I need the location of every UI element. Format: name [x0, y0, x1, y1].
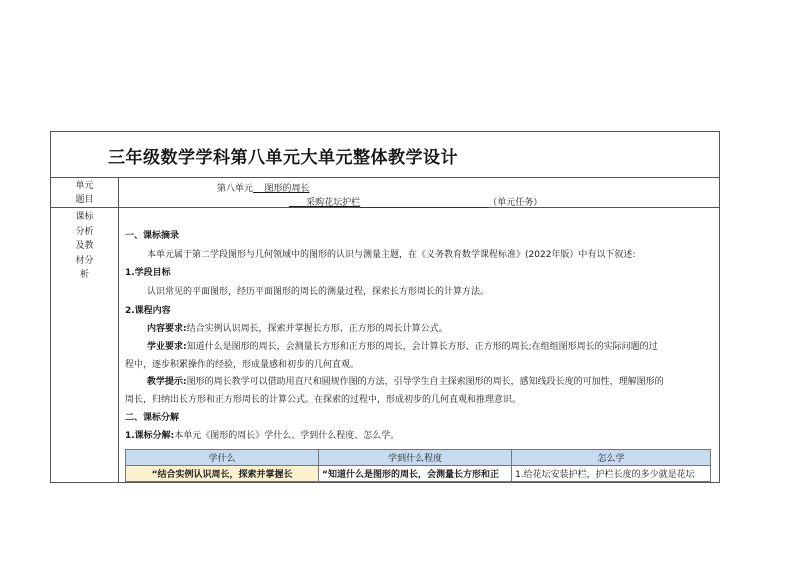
analysis-label-line: 分析 [75, 226, 94, 237]
section2-heading: 二、课标分解 [125, 413, 180, 423]
analysis-label-line: 材分 [75, 255, 94, 266]
breakdown-cell-what: “结合实例认识周长，探索并掌握长 [126, 466, 319, 482]
teaching-tip-text-2: 周长，归纳出长方形和正方形周长的计算公式。在探索的过程中，形成初步的几何直观和推理意识。 [125, 395, 522, 405]
page-title: 三年级数学学科第八单元大单元整体教学设计 [108, 148, 458, 168]
unit-name-text: 图形的周长 [264, 184, 310, 194]
unit-name [217, 181, 309, 194]
unit-task-underlined [289, 198, 360, 208]
unit-name-underlined [253, 184, 309, 194]
academic-req-label: 学业要求: [147, 342, 187, 352]
title-row [51, 132, 719, 178]
item2-heading: 2.课程内容 [125, 306, 171, 316]
unit-task [289, 195, 542, 208]
item3-text: 本单元《图形的周长》学什么、学到什么程度、怎么学。 [174, 431, 400, 441]
breakdown-table [125, 449, 711, 482]
unit-task-blank [360, 198, 488, 208]
breakdown-header-how: 怎么学 [512, 450, 711, 466]
content-req-text: 结合实例认识周长，探索并掌握长方形、正方形的周长计算公式。 [186, 324, 448, 334]
content-req-label: 内容要求: [147, 324, 187, 334]
item1-text: 认识常见的平面图形，经历平面图形的周长的测量过程，探索长方形周长的计算方法。 [147, 287, 490, 297]
unit-prefix: 第八单元 [217, 184, 254, 194]
breakdown-cell-level: “知道什么是图形的周长，会测量长方形和正 [319, 466, 512, 482]
analysis-label-line: 及教 [75, 241, 94, 251]
item3 [125, 428, 399, 441]
lesson-design-table [50, 131, 720, 483]
unit-title-row [51, 178, 719, 208]
academic-requirement [147, 339, 658, 352]
section1-heading: 一、课标摘录 [125, 231, 180, 241]
academic-req-text-1: 知道什么是图形的周长，会测量长方形和正方形的周长，会计算长方形、正方形的周长;在组组图形周长的实际问题的过 [186, 342, 658, 352]
breakdown-cell-how: 1.给花坛安装护栏，护栏长度的多少就是花坛 [512, 466, 711, 482]
teaching-tip-text-1: 图形的周长教学可以借助用直尺和圆规作图的方法，引导学生自主探索图形的周长，感知线段长度的可加性，理解图形的 [186, 377, 664, 387]
analysis-row [51, 208, 719, 483]
analysis-label-line: 课标 [75, 212, 94, 222]
analysis-label [51, 208, 119, 483]
unit-title-label [51, 178, 119, 208]
analysis-label-line: 析 [79, 270, 89, 280]
unit-task-suffix: （单元任务） [488, 198, 543, 208]
unit-task-name: 采购花坛护栏 [306, 198, 361, 208]
unit-title-label-line-1: 单元 [75, 181, 94, 191]
item3-label: 1.课标分解: [125, 431, 175, 441]
unit-title-label-line-2: 题目 [75, 195, 94, 205]
teaching-tip [147, 374, 664, 387]
content-requirement [147, 321, 448, 334]
breakdown-header-what: 学什么 [126, 450, 319, 466]
breakdown-table-header-row [126, 450, 711, 466]
table-row [126, 466, 711, 482]
academic-req-text-2: 程中，逐步积累操作的经验，形成量感和初步的几何直观。 [125, 360, 360, 370]
breakdown-header-level: 学到什么程度 [319, 450, 512, 466]
teaching-tip-label: 教学提示: [147, 377, 187, 387]
intro-text: 本单元属于第二学段图形与几何领域中的图形的认识与测量主题，在《义务教育数学课程标准》(2022年版）中有以下叙述: [147, 250, 636, 260]
item1-heading: 1.学段目标 [125, 268, 171, 278]
